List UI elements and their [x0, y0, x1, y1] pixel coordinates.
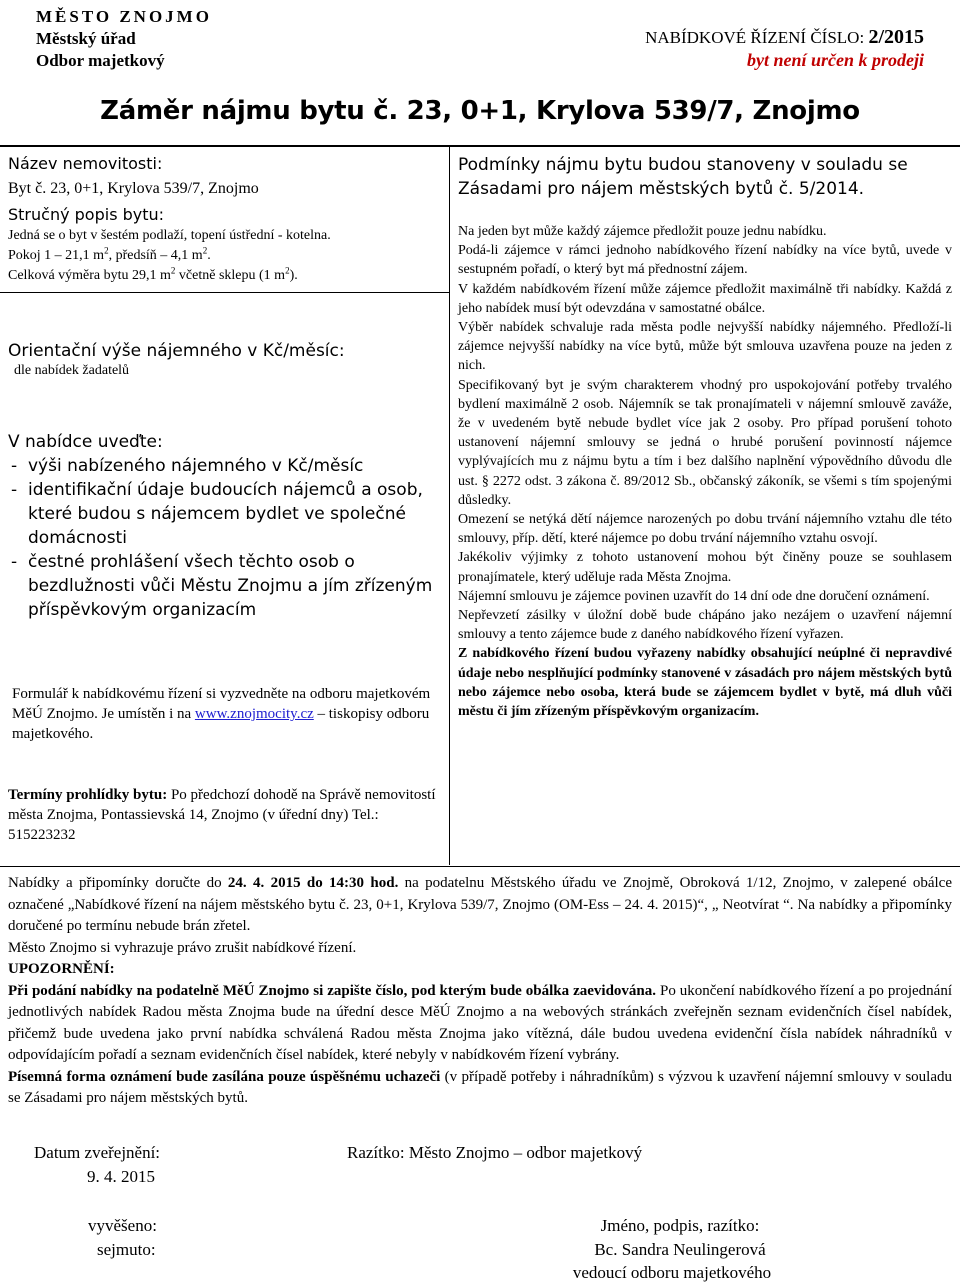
exclusion-paragraph: Z nabídkového řízení budou vyřazeny nabídky obsahující neúplné či nepravdivé údaje nebo nesplňující podmínky stanovené v zásadách pro nájem městských bytů nebo zájemce nebo osoba, která bude se zájemcem bydlet v bytě, má dluh vůči městu či jím zřízeným příspěvkovým organizacím.: [458, 646, 952, 720]
room-size: Pokoj 1 – 21,1 m: [8, 248, 105, 263]
description-line-2: [8, 246, 446, 266]
form-info: [12, 684, 432, 744]
tender-label: NABÍDKOVÉ ŘÍZENÍ ČÍSLO:: [645, 28, 865, 47]
cellar-size: včetně sklepu (1 m: [175, 268, 286, 283]
property-heading: Název nemovitosti:: [8, 154, 163, 173]
department-name: Odbor majetkový: [36, 51, 165, 70]
warning-text: Po ukončení nabídkového řízení a po projednání jednotlivých nabídek Radou města Znojma bude na úřední desce MěÚ Znojmo a na webových stránkách zveřejněn seznam evidenčních čísel nabídek, přičemž bude uvedena jako první nabídka schválená Radou města Znojma jako vítězná, dále budou uvedena evidenční čísla nabídek náhradníků v odpovídajícím pořadí a seznam evidenčních čísel nabídek, které nebyly v nabídkovém řízení vybrány.: [8, 982, 952, 1063]
tender-number: [645, 26, 924, 49]
rent-value: dle nabídek žadatelů: [14, 363, 130, 378]
conditions-heading: Podmínky nájmu bytu budou stanoveny v souladu se Zásadami pro nájem městských bytů č. 5/2014.: [458, 155, 908, 199]
offer-requirements-list: [8, 454, 440, 622]
offer-item: - identifikační údaje budoucích nájemců a osob, které budou s nájemcem bydlet ve společné domácnosti: [8, 478, 440, 550]
written-bold: Písemná forma oznámení bude zasílána pouze úspěšnému uchazeči: [8, 1068, 441, 1085]
viewing-text: Po předchozí dohodě na Správě nemovitostí města Znojma, Pontassievská 14, Znojmo (v úřední dny) Tel.: 515223232: [8, 787, 436, 843]
offer-item: - čestné prohlášení všech těchto osob o bezdlužnosti vůči Městu Znojmu a jím zřízeným příspěvkovým organizacím: [8, 550, 440, 622]
posted-label: vyvěšeno:: [88, 1216, 157, 1235]
warning-heading: UPOZORNĚNÍ:: [8, 961, 115, 977]
condition-paragraph: Jakékoliv výjimky z tohoto ustanovení mohou být činěny pouze se souhlasem pronajímatele, který uděluje rada Města Znojma.: [458, 550, 952, 585]
city-name: MĚSTO ZNOJMO: [36, 7, 212, 26]
not-for-sale-note: byt není určen k prodeji: [746, 50, 924, 70]
condition-paragraph: Nepřevzetí zásilky v úložní době bude chápáno jako nezájem o uzavření nájemní smlouvy a tento zájemce bude z daného nabídkového řízení vyřazen.: [458, 608, 952, 643]
office-name: Městský úřad: [36, 29, 136, 48]
warning-bold: Při podání nabídky na podatelně MěÚ Znojmo si zapište číslo, pod kterým bude obálka zaevidována.: [8, 982, 657, 999]
signature-label: Jméno, podpis, razítko:: [600, 1216, 760, 1235]
condition-paragraph: Výběr nabídek schvaluje rada města podle nejvyšší nabídky nájemného. Předloží-li zájemce nejvyšší nabídky na více bytů, může být smlouva uzavřena pouze na jeden z nich.: [458, 320, 952, 374]
website-link[interactable]: www.znojmocity.cz: [194, 706, 314, 722]
condition-paragraph: Podá-li zájemce v rámci jednoho nabídkového řízení nabídky na více bytů, uvede v sestupném pořadí, o který byt má přednostní zájem.: [458, 243, 952, 278]
deadline: 24. 4. 2015 do 14:30 hod.: [227, 875, 399, 891]
left-section-divider: [0, 292, 449, 293]
condition-paragraph: V každém nabídkovém řízení může zájemce předložit maximálně tři nabídky. Každá z jeho nabídek musí být odevzdána v samostatné obálce.: [458, 281, 952, 316]
viewing-label: Termíny prohlídky bytu:: [8, 787, 168, 803]
column-divider: [449, 147, 450, 865]
conditions-body: [458, 222, 952, 721]
condition-paragraph: Na jeden byt může každý zájemce předložit pouze jednu nabídku.: [458, 224, 827, 239]
sup-2: 2: [202, 245, 208, 256]
submission-section: [8, 873, 952, 1110]
reserve-paragraph: Město Znojmo si vyhrazuje právo zrušit nabídkové řízení.: [8, 939, 357, 956]
published-date: 9. 4. 2015: [87, 1167, 155, 1186]
dot-1: .: [207, 248, 211, 263]
delivery-paragraph: [8, 873, 952, 938]
sup-4: 2: [285, 265, 290, 276]
published-label: Datum zveřejnění:: [34, 1143, 161, 1162]
description-heading: Stručný popis bytu:: [8, 205, 165, 224]
delivery-text-2: na podatelnu Městského úřadu ve Znojmě, Obroková 1/12, Znojmo, v zalepené obálce označené „Nabídkové řízení na nájem městského bytu č. 23, 0+1, Krylova 539/7, Znojmo (OM-Ess – 24. 4. 2015)“, „ Neotvírat “. Na nabídky a připomínky doručené po termínu nebude brán zřetel.: [8, 875, 952, 934]
condition-paragraph: Omezení se netýká dětí nájemce narozených po dobu trvání nájemního vztahu dle této smlouvy, příp. dětí, které nájemce po dobu trvání nájemního vztahu osvojí.: [458, 512, 952, 547]
stamp-text: Razítko: Město Znojmo – odbor majetkový: [347, 1143, 643, 1162]
written-text: (v případě potřeby i náhradníkům) s výzvou k uzavření nájemní smlouvy v souladu se Zásadami pro nájem městských bytů.: [8, 1068, 953, 1106]
signatory-role: vedoucí odboru majetkového: [572, 1263, 772, 1282]
offer-item: - výši nabízeného nájemného v Kč/měsíc: [8, 454, 440, 478]
signatory-name: Bc. Sandra Neulingerová: [594, 1240, 766, 1259]
tender-number-value: 2/2015: [868, 26, 924, 48]
closing: ).: [289, 268, 298, 283]
header-right: [645, 26, 924, 71]
form-text: Formulář k nabídkovému řízení si vyzvedněte na odboru majetkovém MěÚ Znojmo. Je umístěn i na: [12, 686, 431, 722]
page-title: Záměr nájmu bytu č. 23, 0+1, Krylova 539/7, Znojmo: [100, 96, 860, 126]
property-value: Byt č. 23, 0+1, Krylova 539/7, Znojmo: [8, 180, 259, 197]
description-line-3: [8, 266, 446, 286]
header-left: [36, 6, 212, 72]
warning-paragraph: [8, 981, 952, 1067]
description-line-1: Jedná se o byt v šestém podlaží, topení ústřední - kotelna.: [8, 228, 331, 243]
total-size: Celková výměra bytu 29,1 m: [8, 268, 171, 283]
condition-paragraph: Nájemní smlouvu je zájemce povinen uzavřít do 14 dní ode dne doručení oznámení.: [458, 588, 930, 604]
sup-1: 2: [104, 245, 109, 256]
rent-heading: Orientační výše nájemného v Kč/měsíc:: [8, 341, 345, 361]
removed-label: sejmuto:: [97, 1240, 156, 1259]
sup-3: 2: [170, 265, 176, 276]
delivery-text: Nabídky a připomínky doručte do: [8, 875, 228, 891]
box-top-border: [0, 145, 960, 147]
condition-paragraph: Specifikovaný byt je svým charakterem vhodný pro uspokojování potřeby trvalého bydlení maximálně 2 osob. Nájemník se tak pronajímateli v nájemní smlouvě zaváže, že v uvedeném bytě nebude bydlet více jak 2 osoby. Pro případ porušení tohoto ustanovení nájemní smlouvy se jedná o hrubé porušení povinností nájemce vyplývajících mu z nájmu bytu a tím i bez dalšího naplnění výpovědního důvodu dle ust. § 2272 odst. 3 zákona č. 89/2012 Sb., občanský zákoník, se všemi s tím spojenými důsledky.: [458, 377, 952, 508]
offer-heading: V nabídce uveďte:: [8, 432, 163, 452]
hall-size: , předsíň – 4,1 m: [108, 248, 203, 263]
viewing-info: [8, 785, 442, 845]
form-text-2: – tiskopisy odboru majetkového.: [12, 706, 430, 742]
box-bottom-border: [0, 866, 960, 867]
written-paragraph: [8, 1067, 952, 1110]
